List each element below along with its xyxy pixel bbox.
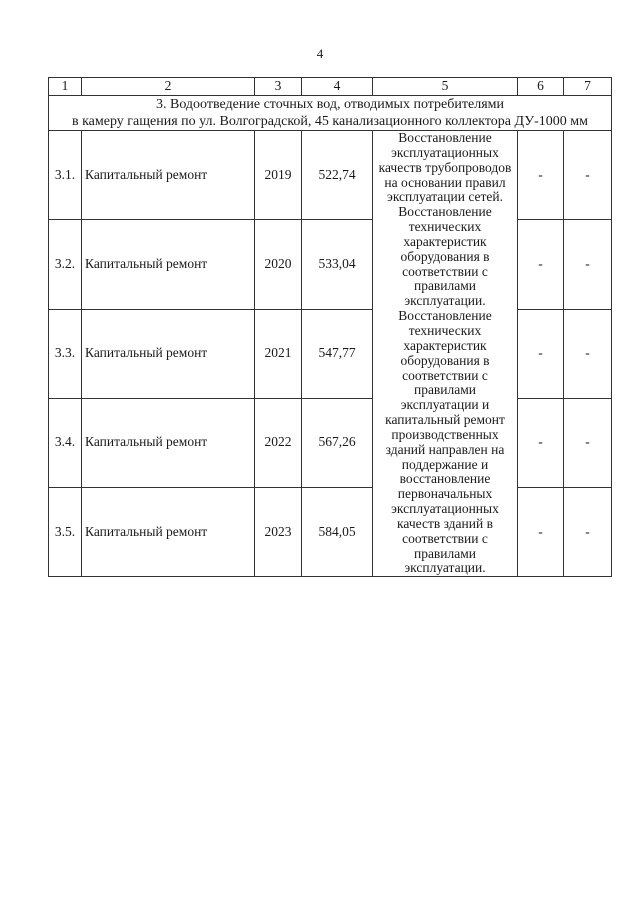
header-row xyxy=(49,78,612,96)
description-cell: Восстановление эксплуатационных качеств трубопроводов на основании правил эксплуатации сетей. Восстановление технических характеристик оборудования в соответствии с правилами эксплуатации. Восстановление технических характеристик оборудования в соответствии с правилами эксплуатации и капитальный ремонт производственных зданий направлен на поддержание и восстановление первоначальных эксплуатационных качеств зданий в соответствии с правилами эксплуатации. xyxy=(373,131,518,577)
work-type: Капитальный ремонт xyxy=(82,131,255,220)
amount-cell: 584,05 xyxy=(302,488,373,577)
investment-table xyxy=(48,77,612,577)
col6-cell: - xyxy=(518,398,564,487)
col7-cell: - xyxy=(564,309,612,398)
col7-cell: - xyxy=(564,220,612,309)
section-row xyxy=(49,96,612,131)
year-cell: 2023 xyxy=(255,488,302,577)
work-type: Капитальный ремонт xyxy=(82,309,255,398)
row-number: 3.1. xyxy=(49,131,82,220)
col6-cell: - xyxy=(518,220,564,309)
header-cell: 6 xyxy=(518,78,564,96)
row-number: 3.5. xyxy=(49,488,82,577)
section-title-line2: в камеру гащения по ул. Волгоградской, 45 канализационного коллектора ДУ-1000 мм xyxy=(71,114,589,129)
header-cell: 2 xyxy=(82,78,255,96)
table-row xyxy=(49,488,612,577)
header-cell: 1 xyxy=(49,78,82,96)
amount-cell: 533,04 xyxy=(302,220,373,309)
year-cell: 2022 xyxy=(255,398,302,487)
col7-cell: - xyxy=(564,398,612,487)
row-number: 3.4. xyxy=(49,398,82,487)
work-type: Капитальный ремонт xyxy=(82,398,255,487)
row-number: 3.2. xyxy=(49,220,82,309)
col7-cell: - xyxy=(564,131,612,220)
amount-cell: 567,26 xyxy=(302,398,373,487)
work-type: Капитальный ремонт xyxy=(82,220,255,309)
amount-cell: 547,77 xyxy=(302,309,373,398)
section-title-line1: 3. Водоотведение сточных вод, отводимых потребителями xyxy=(155,97,504,112)
table-row xyxy=(49,220,612,309)
page-number: 4 xyxy=(316,46,324,61)
header-cell: 4 xyxy=(302,78,373,96)
col7-cell: - xyxy=(564,488,612,577)
table-row xyxy=(49,398,612,487)
year-cell: 2020 xyxy=(255,220,302,309)
table-row xyxy=(49,131,612,220)
work-type: Капитальный ремонт xyxy=(82,488,255,577)
year-cell: 2019 xyxy=(255,131,302,220)
table-row xyxy=(49,309,612,398)
col6-cell: - xyxy=(518,488,564,577)
col6-cell: - xyxy=(518,309,564,398)
header-cell: 3 xyxy=(255,78,302,96)
col6-cell: - xyxy=(518,131,564,220)
header-cell: 5 xyxy=(373,78,518,96)
header-cell: 7 xyxy=(564,78,612,96)
row-number: 3.3. xyxy=(49,309,82,398)
section-title xyxy=(49,96,612,131)
amount-cell: 522,74 xyxy=(302,131,373,220)
year-cell: 2021 xyxy=(255,309,302,398)
